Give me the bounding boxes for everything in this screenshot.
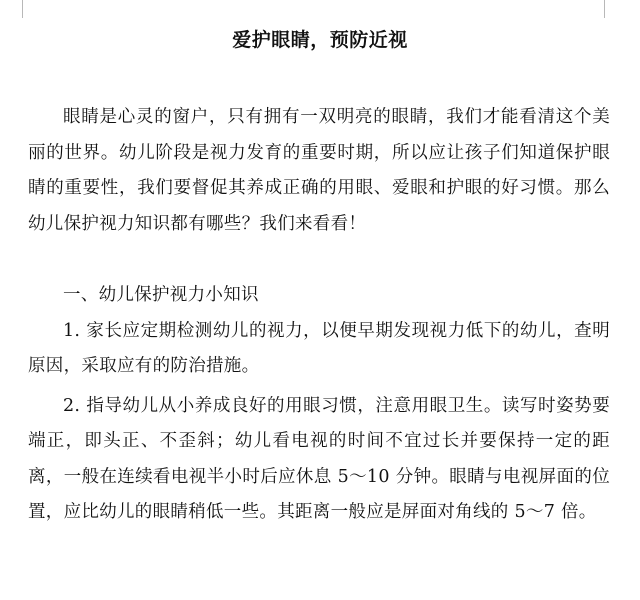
document-title: 爱护眼睛，预防近视	[232, 29, 408, 51]
document-body	[28, 100, 610, 531]
intro-paragraph: 眼睛是心灵的窗户，只有拥有一双明亮的眼睛，我们才能看清这个美丽的世界。幼儿阶段是视力发育的重要时期，所以应让孩子们知道保护眼睛的重要性，我们要督促其养成正确的用眼、爱眼和护眼的好习惯。那么幼儿保护视力知识都有哪些？我们来看看！	[28, 107, 610, 234]
section-heading: 一、幼儿保护视力小知识	[63, 285, 259, 305]
page-corner-mark-top-left	[0, 0, 23, 18]
list-item: 1. 家长应定期检测幼儿的视力，以便早期发现视力低下的幼儿，查明原因，采取应有的防治措施。	[28, 320, 610, 376]
list-item: 2. 指导幼儿从小养成良好的用眼习惯，注意用眼卫生。读写时姿势要端正，即头正、不歪斜；幼儿看电视的时间不宜过长并要保持一定的距离，一般在连续看电视半小时后应休息 5～10 分钟。眼睛与电视屏面的位置，应比幼儿的眼睛稍低一些。其距离一般应是屏面对角线的 5～7 倍。	[28, 395, 610, 522]
blank-line	[28, 242, 610, 278]
page-corner-mark-top-right	[604, 0, 615, 18]
